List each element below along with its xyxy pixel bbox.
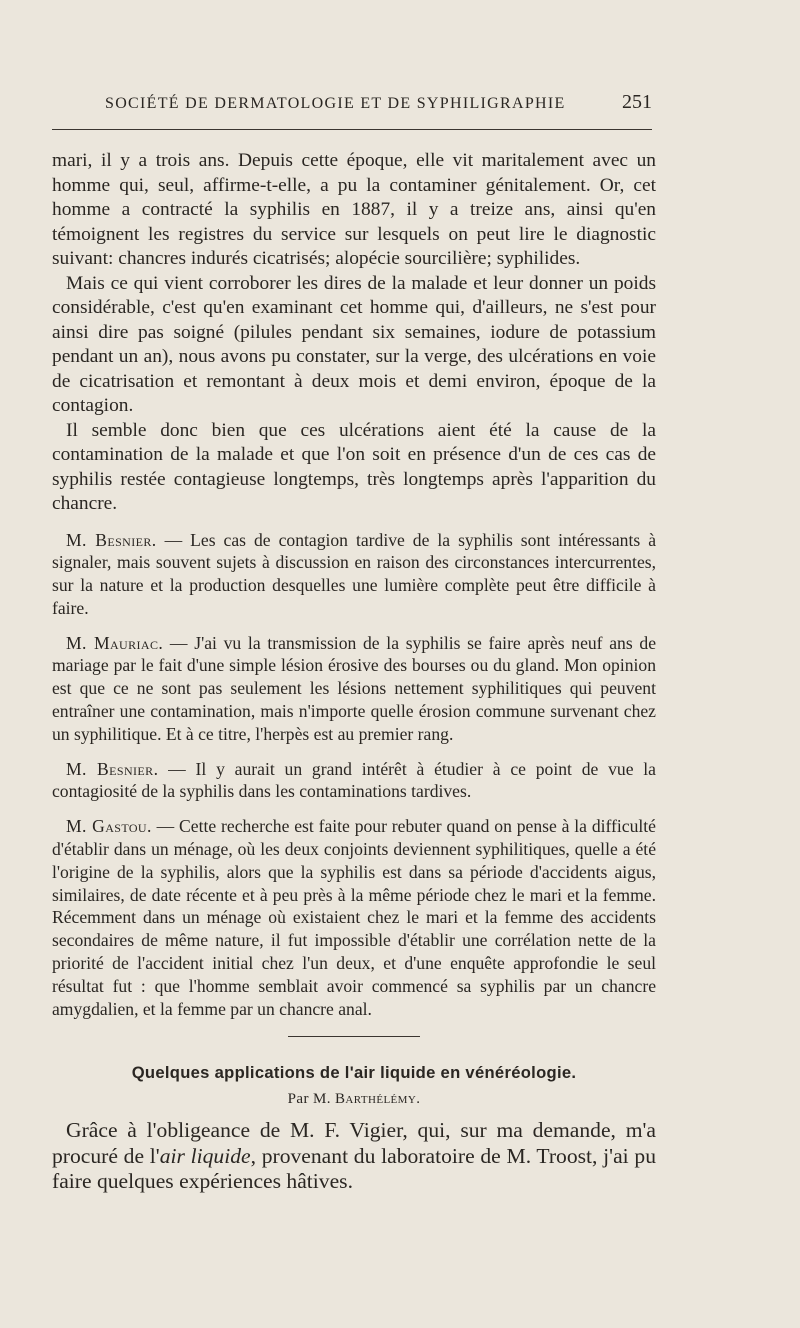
page-body [52, 149, 656, 1195]
paragraph: Il semble donc bien que ces ulcérations aient été la cause de la contamination de la malade et que l'on soit en présence d'un de ces cas de syphilis restée contagieuse longtemps, très longtemps après l'apparition du chancre. [52, 419, 656, 514]
speaker-name: M. Besnier. [66, 758, 159, 779]
article-byline [52, 1091, 656, 1108]
paragraph-continuation: mari, il y a trois ans. Depuis cette époque, elle vit maritalement avec un homme qui, seul, affirme-t-elle, a pu la contaminer génitalement. Or, cet homme a contracté la syphilis en 1887, il y a treize ans, ainsi qu'en témoignent les registres du service sur lesquels on peut lire le diagnostic suivant: chancres indurés cicatrisés; alopécie sourcilière; syphilides. [52, 150, 656, 269]
discussion-entry [52, 758, 656, 804]
intro-text-start: Grâce à l'obligeance de M. F. Vigier, qui, sur ma demande, m'a procuré de l' [52, 1118, 656, 1168]
article-title: Quelques applications de l'air liquide en vénéréologie. [131, 1063, 577, 1083]
speaker-remark: — J'ai vu la transmission de la syphilis se faire après neuf ans de mariage par le fait d'une simple lésion érosive des bourses ou du gland. Mon opinion est que ce ne sont pas seulement les lésions nettement syphilitiques qui peuvent entraîner une contamination, mais n'importe quelle érosion commune survenant chez un syphilitique. Et à ce titre, l'herpès est au premier rang. [52, 632, 657, 744]
intro-italic-term: air liquide [159, 1143, 251, 1168]
speaker-name: M. Gastou. [66, 816, 152, 837]
speaker-name: M. Mauriac. [66, 632, 164, 653]
section-separator [288, 1036, 420, 1037]
speaker-remark: — Il y aurait un grand intérêt à étudier à ce point de vue la contagiosité de la syphilis dans les contaminations tardives. [52, 758, 656, 802]
intro-text-end: , provenant du laboratoire de M. Troost, j'ai pu faire quelques expériences hâtives. [52, 1143, 656, 1194]
discussion-entry [52, 529, 656, 620]
speaker-remark: — Les cas de contagion tardive de la syphilis sont intéressants à signaler, mais souvent sujets à discussion en raison des circonstances intercurrentes, sur la nature et la production desquelles une lumière complète peut être difficile à faire. [52, 529, 657, 618]
author-name: Barthélémy [335, 1091, 417, 1108]
running-header [52, 91, 652, 121]
header-rule [52, 129, 652, 130]
paragraph: Mais ce qui vient corroborer les dires de la malade et leur donner un poids considérable, c'est qu'en examinant cet homme qui, d'ailleurs, ne s'est pour ainsi dire pas soigné (pilules pendant six semaines, iodure de potassium pendant un an), nous avons pu constater, sur la verge, des ulcérations en voie de cicatrisation et remontant à deux mois et demi environ, époque de la contagion. [52, 272, 656, 416]
byline-suffix: . [416, 1091, 421, 1108]
speaker-remark: — Cette recherche est faite pour rebuter quand on pense à la difficulté d'établir dans un ménage, où les deux conjoints deviennent syphilitiques, quelle a été l'origine de la syphilis, alors que la syphilis est dans sa période d'accidents aigus, similaires, de date récente et à peu près à la même période chez le mari et la femme. Récemment dans un ménage où existaient chez le mari et la femme des accidents secondaires de même nature, il fut impossible d'établir une corrélation nette de la priorité de l'accident initial chez l'un deux, et d'une enquête approfondie le seul résultat fut : que l'homme semblait avoir commencé sa syphilis par un chancre amygdalien, et la femme par un chancre anal. [52, 816, 656, 1019]
discussion-entry [52, 815, 656, 1020]
byline-prefix: Par M. [287, 1091, 331, 1108]
running-title: SOCIÉTÉ DE DERMATOLOGIE ET DE SYPHILIGRAPHIE [105, 95, 566, 112]
page-number: 251 [622, 91, 652, 113]
article-intro [52, 1118, 656, 1195]
speaker-name: M. Besnier. [66, 529, 157, 550]
discussion-entry [52, 632, 656, 746]
